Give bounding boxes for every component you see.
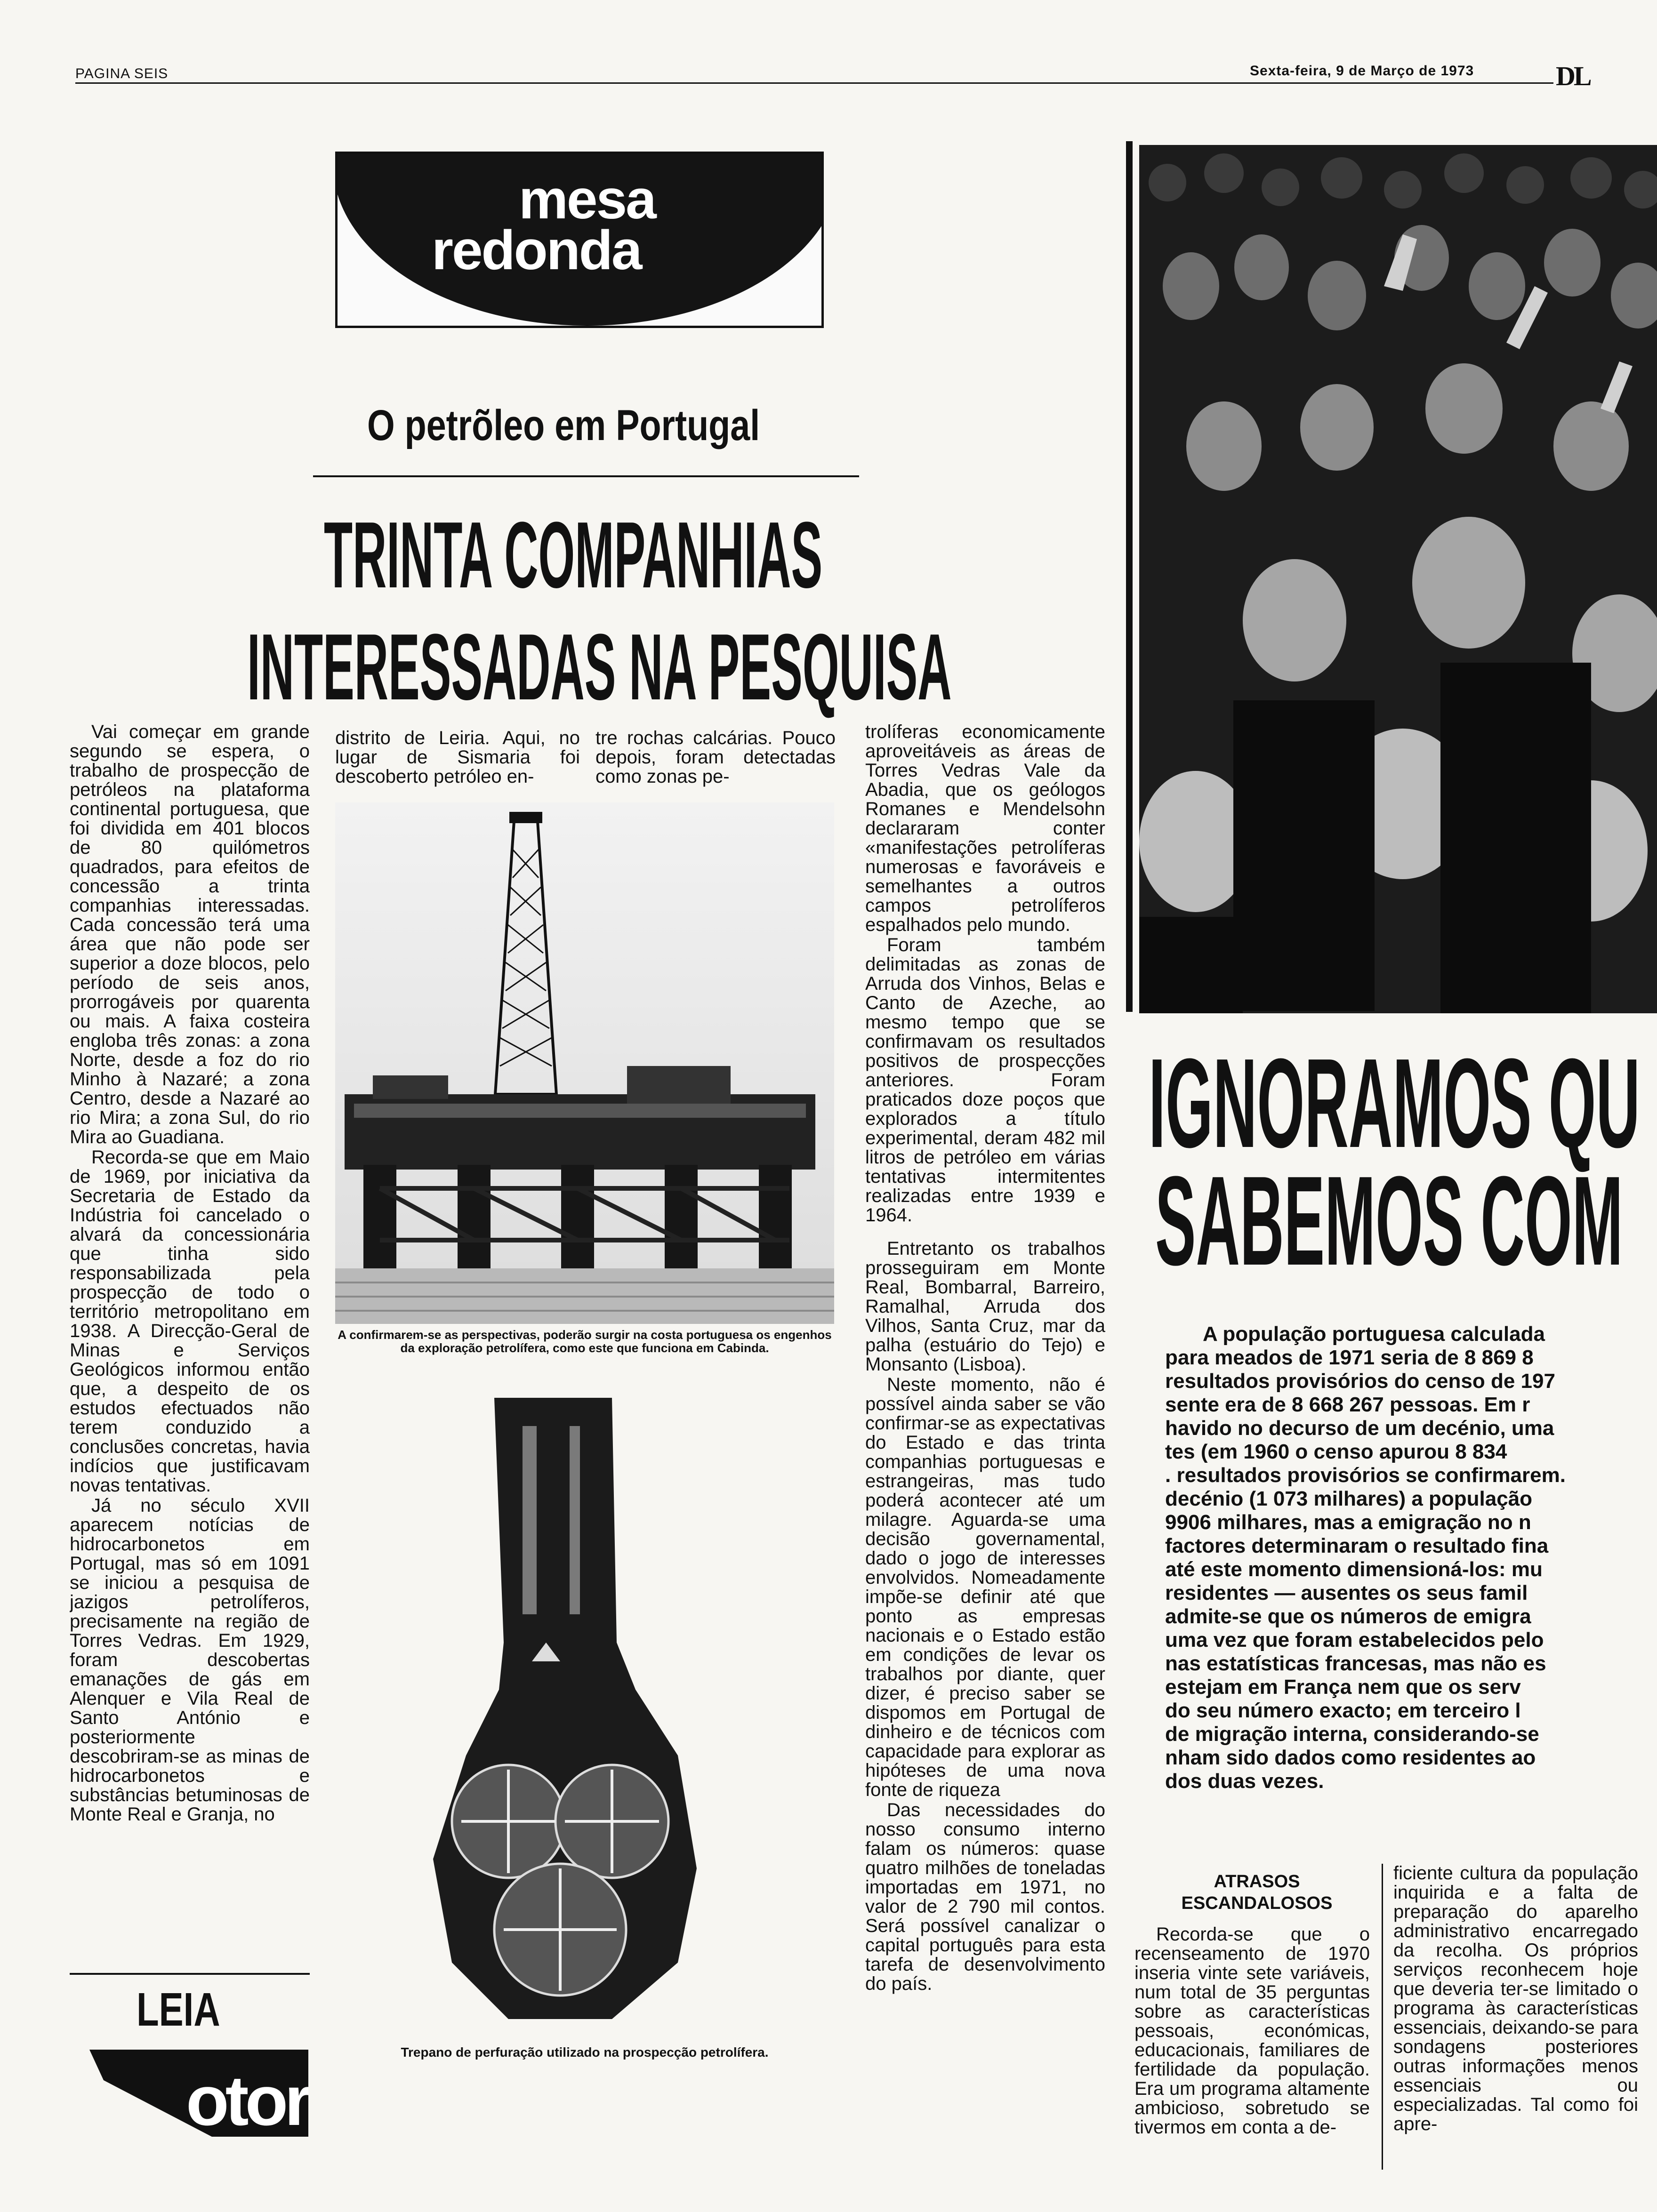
lead-line: sente era de 8 668 267 pessoas. Em r [1165, 1393, 1530, 1416]
col1-paragraph-3: Já no século XVII aparecem notícias de hidrocarbonetos em Portugal, mas só em 1091 se iniciou a pesquisa de jazigos petrolíferos, precisamente na região de Torres Vedras. Em 1929, foram descobertas emanações de gás em Alenquer e Vila Real de Santo António e posteriormente descobriram-se as minas de hidrocarbonetos e substâncias betuminosas de Monte Real e Granja, no [70, 1495, 310, 1825]
headline-line2: INTERESSADAS NA PESQUISA [247, 615, 952, 720]
mesa-redonda-logo [335, 152, 824, 328]
lead-line: 9906 milhares, mas a emigração no n [1165, 1511, 1531, 1534]
platform-caption: A confirmarem-se as perspectivas, poderão surgir na costa portuguesa os engenhos da exploração petrolífera, como este que funciona em Cabinda. [338, 1328, 832, 1355]
right-lead-paragraph [1165, 1322, 1657, 1812]
col1-paragraph-1: Vai começar em grande segundo se espera, o trabalho de prospecção de petróleos na plataforma continental portuguesa, que foi dividida em 401 blocos de 80 quilómetros quadrados, para efeitos de concessão a trinta companhias interessadas. Cada concessão terá uma área que não pode ser superior a doze blocos, pelo período de seis anos, prorrogáveis por quarenta ou mais. A faixa costeira engloba três zonas: a zona Norte, desde a foz do rio Minho à Nazaré; a zona Centro, desde a Nazaré ao rio Mira; a zona Sul, do rio Mira ao Guadiana. [70, 722, 310, 1147]
drill-bit-photo [414, 1398, 706, 2024]
oil-platform-photo [335, 802, 834, 1324]
lead-line: nham sido dados como residentes ao [1165, 1746, 1536, 1769]
lead-line: tes (em 1960 o censo apurou 8 834 [1165, 1440, 1507, 1463]
col1-bottom-rule [70, 1973, 310, 1975]
lead-line: nas estatísticas francesas, mas não es [1165, 1652, 1546, 1675]
mesa-word: mesa [519, 168, 655, 231]
drill-bit-caption: Trepano de perfuração utilizado na prospecção petrolífera. [401, 2045, 769, 2060]
kicker-rule [313, 475, 859, 477]
right-headline-line1: IGNORAMOS QU [1149, 1040, 1641, 1174]
masthead-logo: DL [1556, 61, 1590, 91]
article-column-1 [70, 722, 310, 1951]
crowd-photo [1139, 145, 1657, 1013]
leia-label: LEIA [137, 1983, 220, 2036]
lead-line: A população portuguesa calculada [1203, 1322, 1545, 1346]
col2-paragraph: distrito de Leiria. Aqui, no lugar de Sismaria foi descoberto petróleo en- [335, 729, 580, 787]
lead-line: dos duas vezes. [1165, 1770, 1324, 1793]
page-date: Sexta-feira, 9 de Março de 1973 [1250, 63, 1474, 79]
lead-line: admite-se que os números de emigra [1165, 1605, 1531, 1628]
lead-line: residentes — ausentes os seus famil [1165, 1581, 1528, 1604]
lead-line: uma vez que foram estabelecidos pelo [1165, 1628, 1544, 1651]
lead-line: para meados de 1971 seria de 8 869 8 [1165, 1346, 1534, 1369]
lead-line: factores determinaram o resultado fina [1165, 1534, 1549, 1557]
col4-gap [865, 1225, 1105, 1239]
article-column-4 [865, 722, 1105, 2106]
lead-line: decénio (1 073 milhares) a população [1165, 1487, 1533, 1510]
motor-brand: otor [186, 2061, 308, 2137]
atrasos-paragraph-a: Recorda-se que o recenseamento de 1970 inseria vinte sete variáveis, num total de 35 perguntas sobre as características pessoais, económicas, educacionais, familiares de fertilidade da população. Era um programa altamente ambicioso, sobretudo se tivermos em conta a de- [1134, 1925, 1370, 2138]
col4-paragraph-1: trolíferas economicamente aproveitáveis as áreas de Torres Vedras Vale da Abadia, que os geólogos Romanes e Mendelsohn declararam conter «manifestações petrolíferas numerosas e favoráveis e semelhantes a outros campos petrolíferos espalhados pelo mundo. [865, 722, 1105, 935]
lead-line: havido no decurso de um decénio, uma [1165, 1417, 1554, 1440]
oil-platform-illustration [335, 802, 834, 1324]
atrasos-divider [1382, 1864, 1383, 2170]
lead-line: de migração interna, considerando-se [1165, 1723, 1539, 1746]
headline-line1: TRINTA COMPANHIAS [324, 503, 823, 608]
article-column-3-top [595, 729, 836, 792]
lead-line: estejam em França nem que os serv [1165, 1675, 1521, 1699]
crowd-illustration [1139, 145, 1657, 1013]
leia-ad [71, 1981, 308, 2137]
article-column-2-top [335, 729, 580, 792]
right-headline-line2: SABEMOS COM [1155, 1150, 1623, 1292]
col4-paragraph-2: Foram também delimitadas as zonas de Arruda dos Vinhos, Belas e Canto de Azeche, ao mesmo tempo que se confirmavam os resultados positivos de prospecções anteriores. Foram praticados doze poços que explorados a título experimental, deram 482 mil litros de petróleo em várias tentativas intermitentes realizadas entre 1939 e 1964. [865, 935, 1105, 1226]
lead-line: até este momento dimensioná-los: mu [1165, 1558, 1543, 1581]
lead-line: . resultados provisórios se confirmarem. [1165, 1464, 1566, 1487]
page-label: PAGINA SEIS [75, 66, 169, 81]
atrasos-title: ATRASOS ESCANDALOSOS [1181, 1872, 1333, 1913]
redonda-word: redonda [432, 219, 641, 281]
atrasos-column-a [1134, 1925, 1370, 2170]
col4-paragraph-3: Entretanto os trabalhos prosseguiram em Monte Real, Bombarral, Barreiro, Ramalhal, Arruda dos Vilhos, Santa Cruz, mar da palha (estuário do Tejo) e Monsanto (Lisboa). [865, 1238, 1105, 1375]
col3-paragraph: tre rochas calcárias. Pouco depois, foram detectadas como zonas pe- [595, 729, 836, 787]
kicker-title: O petrõleo em Portugal [367, 401, 760, 449]
col4-paragraph-5: Das necessidades do nosso consumo interno falam os números: quase quatro milhões de toneladas importadas em 1971, no valor de 2 790 mil contos. Será possível canalizar o capital português para esta tarefa de desenvolvimento do país. [865, 1800, 1105, 1994]
header-rule [75, 82, 1553, 84]
right-headline-box [1149, 1040, 1657, 1294]
drill-bit-illustration [414, 1398, 706, 2024]
atrasos-paragraph-b: ficiente cultura da população inquirida e a falta de preparação do aparelho administrativo encarregado da recolha. Os próprios serviços reconhecem hoje que deveria ter-se limitado o programa às características essenciais, deixando-se para sondagens posteriores outras informações menos essenciais ou especializadas. Tal como foi apre- [1393, 1864, 1638, 2134]
lead-line: resultados provisórios do censo de 197 [1165, 1370, 1555, 1393]
col1-paragraph-2: Recorda-se que em Maio de 1969, por iniciativa da Secretaria de Estado da Indústria foi cancelado o alvará da concessionária que tinha sido responsabilizada pela prospecção de todo o território metropolitano em 1938. A Direcção-Geral de Minas e Serviços Geológicos informou então que, a despeito de os estudos efectuados não terem conduzido a conclusões concretas, havia indícios que justificavam novas tentativas. [70, 1147, 310, 1496]
lead-line: do seu número exacto; em terceiro l [1165, 1699, 1521, 1722]
right-vertical-rule [1126, 141, 1133, 1012]
atrasos-column-b [1393, 1864, 1638, 2170]
col4-paragraph-4: Neste momento, não é possível ainda saber se vão confirmar-se as expectativas do Estado e das trinta companhias portuguesas e estrangeiras, mas tudo poderá acontecer até um milagre. Aguarda-se uma decisão governamental, dado o jogo de interesses envolvidos. Nomeadamente impõe-se definir até que ponto as empresas nacionais e o Estado estão em condições de levar os trabalhos por diante, quer dizer, é preciso saber se dispomos em Portugal de dinheiro e de técnicos com capacidade para explorar as hipóteses de uma nova fonte de riqueza [865, 1374, 1105, 1800]
